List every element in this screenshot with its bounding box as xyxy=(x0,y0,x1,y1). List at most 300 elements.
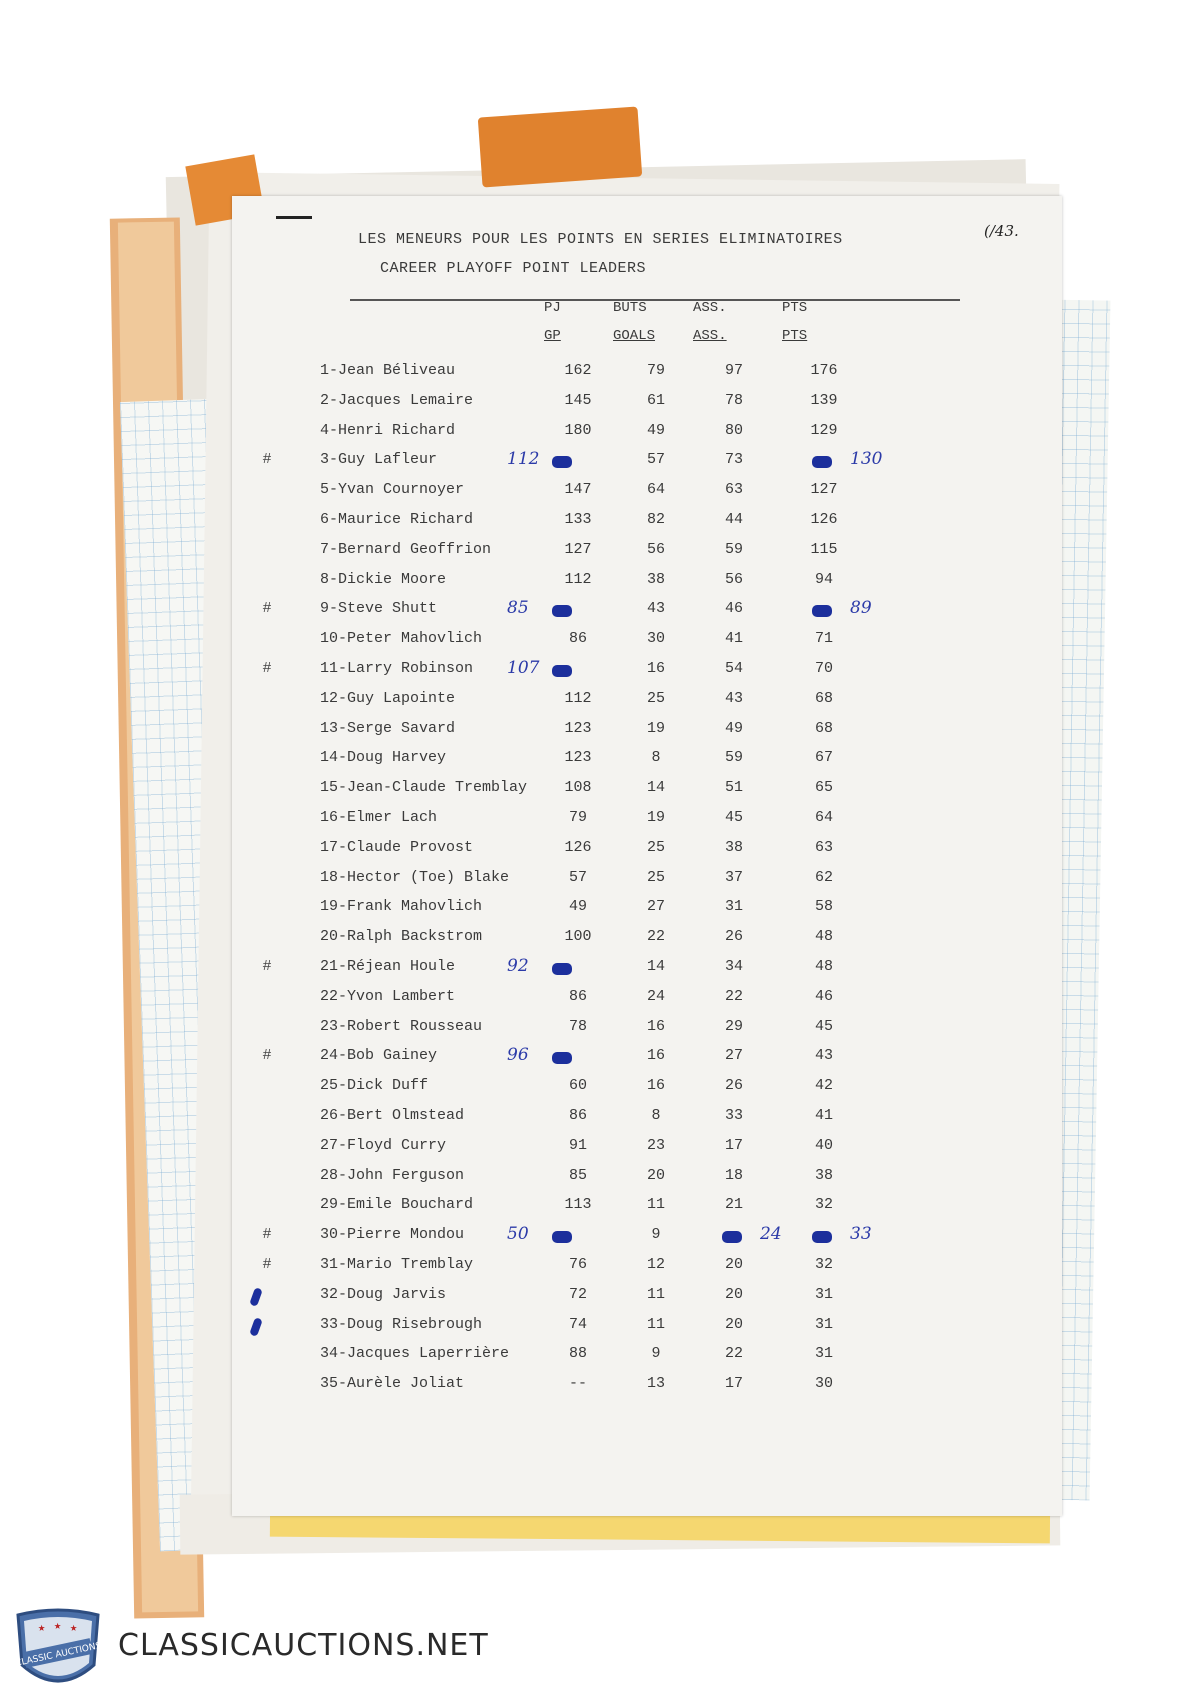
cell-goals: 30 xyxy=(646,630,665,648)
player-name-text: Mario Tremblay xyxy=(347,1256,474,1273)
header-gp: GP xyxy=(544,328,561,344)
cell-assists: 97 xyxy=(724,362,743,379)
rank-separator: - xyxy=(338,1166,348,1184)
rank-separator: - xyxy=(329,540,339,558)
cell-points: 58 xyxy=(814,898,833,916)
table-row xyxy=(232,839,1062,863)
svg-text:★: ★ xyxy=(54,1619,62,1633)
rank-separator: - xyxy=(338,630,348,648)
cell-points: 41 xyxy=(814,1107,833,1124)
cell-assists: 33 xyxy=(724,1107,743,1124)
scribble-mark xyxy=(552,456,572,468)
rank-number: 2 xyxy=(320,391,330,409)
table-row xyxy=(232,1167,1062,1191)
cell-assists: 73 xyxy=(724,451,743,469)
cell-gp: 78 xyxy=(568,1017,587,1035)
cell-gp: 113 xyxy=(564,1196,592,1214)
cell-assists: 80 xyxy=(724,421,743,439)
cell-goals: 25 xyxy=(646,689,665,707)
player-name xyxy=(320,630,482,647)
cell-goals: 16 xyxy=(646,1077,665,1095)
hash-mark: # xyxy=(262,600,272,618)
cell-goals: 8 xyxy=(651,1107,661,1124)
cell-gp: 85 xyxy=(568,1166,587,1184)
handwritten-assists: 24 xyxy=(760,1224,782,1245)
cell-gp: 49 xyxy=(568,898,587,916)
cell-gp: 147 xyxy=(564,481,592,499)
cell-gp: 180 xyxy=(564,421,592,439)
player-name-text: Bob Gainey xyxy=(347,1047,438,1065)
cell-goals: 11 xyxy=(646,1285,665,1303)
cell-gp: 123 xyxy=(564,749,592,767)
cell-points: 31 xyxy=(814,1345,833,1363)
rank-separator: - xyxy=(338,809,348,826)
player-name-text: Hector (Toe) Blake xyxy=(347,868,510,886)
player-name-text: Elmer Lach xyxy=(347,809,438,826)
cell-goals: 14 xyxy=(646,779,665,797)
rank-separator: - xyxy=(338,749,348,767)
cell-goals: 16 xyxy=(646,1047,665,1065)
rank-separator: - xyxy=(338,987,348,1005)
cell-points: 68 xyxy=(814,719,833,737)
cell-assists: 20 xyxy=(724,1315,743,1333)
cell-gp: 123 xyxy=(564,719,592,737)
cell-assists: 56 xyxy=(724,570,743,588)
rank-number: 30 xyxy=(320,1226,339,1244)
table-row xyxy=(232,1107,1062,1131)
pen-dash xyxy=(276,216,312,219)
handwritten-points: 130 xyxy=(850,449,883,470)
cell-assists: 31 xyxy=(724,898,743,916)
table-row xyxy=(232,779,1062,803)
cell-points: 30 xyxy=(814,1375,833,1393)
cell-assists: 44 xyxy=(724,511,743,528)
rank-separator: - xyxy=(338,1017,348,1035)
handwritten-points: 33 xyxy=(850,1224,872,1245)
table-row xyxy=(232,1047,1062,1071)
cell-goals: 19 xyxy=(646,719,665,737)
handwritten-gp: 96 xyxy=(507,1045,529,1066)
player-name xyxy=(320,1107,464,1124)
scribble-mark xyxy=(722,1231,742,1243)
player-name xyxy=(320,1167,464,1184)
cell-goals: 11 xyxy=(646,1196,665,1214)
table-row xyxy=(232,869,1062,893)
cell-gp: 86 xyxy=(568,1107,587,1124)
header-pj: PJ xyxy=(544,300,561,316)
rank-separator: - xyxy=(338,1285,348,1303)
cell-assists: 21 xyxy=(724,1196,743,1214)
cell-assists: 34 xyxy=(724,958,743,975)
rank-separator: - xyxy=(338,689,348,707)
cell-points: 129 xyxy=(810,421,838,439)
rank-number: 19 xyxy=(320,898,339,916)
scribble-mark xyxy=(552,665,572,677)
rank-separator: - xyxy=(329,391,339,409)
table-row xyxy=(232,1375,1062,1399)
cell-gp: 72 xyxy=(568,1285,587,1303)
cell-assists: 22 xyxy=(724,1345,743,1363)
rank-separator: - xyxy=(338,779,348,797)
cell-points: 176 xyxy=(810,362,838,379)
player-name-text: Henri Richard xyxy=(338,421,456,439)
rank-separator: - xyxy=(338,1226,348,1244)
classic-auctions-shield-logo xyxy=(10,1605,106,1697)
cell-goals: 9 xyxy=(651,1345,661,1363)
watermark-site-text: CLASSICAUCTIONS.NET xyxy=(118,1628,489,1663)
player-name xyxy=(320,749,446,766)
table-row xyxy=(232,720,1062,744)
player-name-text: Steve Shutt xyxy=(338,600,438,618)
hash-mark: # xyxy=(262,1226,272,1244)
cell-points: 43 xyxy=(814,1047,833,1065)
player-name xyxy=(320,1226,464,1243)
rank-separator: - xyxy=(329,511,339,528)
rank-number: 16 xyxy=(320,809,339,826)
scribble-mark xyxy=(812,1231,832,1243)
cell-assists: 18 xyxy=(724,1166,743,1184)
rank-number: 24 xyxy=(320,1047,339,1065)
cell-assists: 54 xyxy=(724,660,743,677)
player-name-text: Claude Provost xyxy=(347,838,474,856)
cell-points: 32 xyxy=(814,1256,833,1273)
cell-points: 48 xyxy=(814,958,833,975)
rank-number: 15 xyxy=(320,779,339,797)
cell-goals: 13 xyxy=(646,1375,665,1393)
cell-points: 46 xyxy=(814,987,833,1005)
svg-text:★: ★ xyxy=(38,1621,46,1635)
cell-assists: 59 xyxy=(724,540,743,558)
player-name xyxy=(320,481,464,498)
cell-goals: 9 xyxy=(651,1226,661,1244)
cell-goals: 57 xyxy=(646,451,665,469)
cell-gp: 127 xyxy=(564,540,592,558)
player-name xyxy=(320,898,482,915)
table-row xyxy=(232,809,1062,833)
rank-number: 9 xyxy=(320,600,330,618)
rank-separator: - xyxy=(329,481,339,499)
player-name-text: Jean-Claude Tremblay xyxy=(347,779,528,797)
cell-goals: 11 xyxy=(646,1315,665,1333)
cell-points: 94 xyxy=(814,570,833,588)
player-name xyxy=(320,1286,446,1303)
scribble-mark xyxy=(812,605,832,617)
rank-separator: - xyxy=(329,570,339,588)
player-name xyxy=(320,1375,464,1392)
handwritten-gp: 112 xyxy=(507,449,540,470)
table-row xyxy=(232,1316,1062,1340)
cell-assists: 20 xyxy=(724,1285,743,1303)
cell-goals: 64 xyxy=(646,481,665,499)
cell-gp: 112 xyxy=(564,689,592,707)
handwritten-gp: 107 xyxy=(507,658,540,678)
cell-points: 70 xyxy=(814,660,833,677)
player-name xyxy=(320,571,446,588)
cell-goals: 25 xyxy=(646,838,665,856)
rank-number: 28 xyxy=(320,1166,339,1184)
cell-assists: 27 xyxy=(724,1047,743,1065)
player-name xyxy=(320,779,527,796)
player-name-text: Jacques Lemaire xyxy=(338,391,474,409)
player-name-text: Emile Bouchard xyxy=(347,1196,474,1214)
player-name xyxy=(320,422,455,439)
player-name-text: Pierre Mondou xyxy=(347,1226,465,1244)
pen-bullet-mark xyxy=(249,1317,263,1337)
table-row xyxy=(232,362,1062,386)
cell-assists: 43 xyxy=(724,689,743,707)
cell-goals: 27 xyxy=(646,898,665,916)
cell-goals: 43 xyxy=(646,600,665,618)
player-name xyxy=(320,988,455,1005)
player-name-text: Jean Béliveau xyxy=(338,362,456,379)
handwritten-gp: 85 xyxy=(507,598,529,619)
player-name xyxy=(320,451,437,468)
rank-separator: - xyxy=(338,958,348,975)
cell-gp: 133 xyxy=(564,511,592,528)
rank-separator: - xyxy=(338,928,348,946)
rank-number: 33 xyxy=(320,1315,339,1333)
cell-gp: 57 xyxy=(568,868,587,886)
player-name-text: Floyd Curry xyxy=(347,1136,447,1154)
player-name-text: Dickie Moore xyxy=(338,570,447,588)
cell-points: 127 xyxy=(810,481,838,499)
cell-goals: 56 xyxy=(646,540,665,558)
player-name-text: Guy Lafleur xyxy=(338,451,438,469)
cell-gp: 112 xyxy=(564,570,592,588)
header-ass-en: ASS. xyxy=(693,328,727,344)
cell-points: 31 xyxy=(814,1315,833,1333)
cell-points: 68 xyxy=(814,689,833,707)
cell-goals: 61 xyxy=(646,391,665,409)
player-name xyxy=(320,1345,509,1362)
cell-points: 65 xyxy=(814,779,833,797)
player-name xyxy=(320,1077,428,1094)
cell-goals: 23 xyxy=(646,1136,665,1154)
rank-separator: - xyxy=(329,451,339,469)
player-name xyxy=(320,1256,473,1273)
cell-assists: 46 xyxy=(724,600,743,618)
cell-points: 45 xyxy=(814,1017,833,1035)
rank-separator: - xyxy=(338,1107,348,1124)
hash-mark: # xyxy=(262,660,272,677)
table-row xyxy=(232,1018,1062,1042)
rank-number: 29 xyxy=(320,1196,339,1214)
cell-assists: 41 xyxy=(724,630,743,648)
table-row xyxy=(232,1286,1062,1310)
table-row xyxy=(232,898,1062,922)
header-buts: BUTS xyxy=(613,300,647,316)
header-pts-en: PTS xyxy=(782,328,808,344)
scribble-mark xyxy=(552,963,572,975)
rank-number: 32 xyxy=(320,1285,339,1303)
rank-number: 1 xyxy=(320,362,330,379)
rank-separator: - xyxy=(338,868,348,886)
scribble-mark xyxy=(552,605,572,617)
player-name-text: Bert Olmstead xyxy=(347,1107,465,1124)
table-row xyxy=(232,541,1062,565)
cell-gp: 108 xyxy=(564,779,592,797)
header-ass-fr: ASS. xyxy=(693,300,727,316)
rank-number: 35 xyxy=(320,1375,339,1393)
player-name-text: Doug Risebrough xyxy=(347,1315,483,1333)
player-name-text: Peter Mahovlich xyxy=(347,630,483,648)
handwritten-gp: 50 xyxy=(507,1224,529,1245)
cell-goals: 79 xyxy=(646,362,665,379)
cell-assists: 51 xyxy=(724,779,743,797)
player-name xyxy=(320,541,491,558)
table-row xyxy=(232,630,1062,654)
player-name-text: Aurèle Joliat xyxy=(347,1375,465,1393)
table-row xyxy=(232,1137,1062,1161)
player-name-text: Ralph Backstrom xyxy=(347,928,483,946)
cell-points: 63 xyxy=(814,838,833,856)
player-name xyxy=(320,392,473,409)
cell-gp: 145 xyxy=(564,391,592,409)
cell-points: 48 xyxy=(814,928,833,946)
player-name xyxy=(320,660,473,677)
cell-assists: 22 xyxy=(724,987,743,1005)
cell-assists: 38 xyxy=(724,838,743,856)
player-name xyxy=(320,600,437,617)
cell-gp: 86 xyxy=(568,987,587,1005)
cell-goals: 82 xyxy=(646,511,665,528)
hash-mark: # xyxy=(262,1256,272,1273)
cell-points: 42 xyxy=(814,1077,833,1095)
rank-number: 5 xyxy=(320,481,330,499)
cell-points: 31 xyxy=(814,1285,833,1303)
cell-points: 64 xyxy=(814,809,833,826)
header-goals: GOALS xyxy=(613,328,656,344)
cell-assists: 59 xyxy=(724,749,743,767)
hash-mark: # xyxy=(262,1047,272,1065)
hash-mark: # xyxy=(262,451,272,469)
rank-number: 10 xyxy=(320,630,339,648)
scribble-mark xyxy=(552,1052,572,1064)
cell-assists: 29 xyxy=(724,1017,743,1035)
rank-number: 22 xyxy=(320,987,339,1005)
rank-number: 20 xyxy=(320,928,339,946)
cell-points: 40 xyxy=(814,1136,833,1154)
player-name-text: Yvan Cournoyer xyxy=(338,481,465,499)
cell-points: 62 xyxy=(814,868,833,886)
header-pts-fr: PTS xyxy=(782,300,808,316)
player-name-text: Maurice Richard xyxy=(338,511,474,528)
table-row xyxy=(232,988,1062,1012)
player-name xyxy=(320,1137,446,1154)
table-row xyxy=(232,511,1062,535)
cell-goals: 19 xyxy=(646,809,665,826)
cell-goals: 49 xyxy=(646,421,665,439)
scribble-mark xyxy=(812,456,832,468)
cell-gp: -- xyxy=(568,1375,587,1393)
rank-number: 27 xyxy=(320,1136,339,1154)
player-name-text: Dick Duff xyxy=(347,1077,429,1095)
cell-gp: 88 xyxy=(568,1345,587,1363)
table-row xyxy=(232,422,1062,446)
table-row xyxy=(232,392,1062,416)
rank-number: 4 xyxy=(320,421,330,439)
table-row xyxy=(232,690,1062,714)
player-name xyxy=(320,1196,473,1213)
table-row xyxy=(232,660,1062,684)
cell-goals: 16 xyxy=(646,1017,665,1035)
table-row xyxy=(232,451,1062,475)
table-row xyxy=(232,1077,1062,1101)
cell-gp: 60 xyxy=(568,1077,587,1095)
cell-points: 71 xyxy=(814,630,833,648)
rank-separator: - xyxy=(329,421,339,439)
cell-goals: 38 xyxy=(646,570,665,588)
rank-number: 21 xyxy=(320,958,339,975)
cell-points: 67 xyxy=(814,749,833,767)
rank-separator: - xyxy=(338,838,348,856)
rank-number: 7 xyxy=(320,540,330,558)
table-row xyxy=(232,481,1062,505)
cell-assists: 78 xyxy=(724,391,743,409)
scribble-mark xyxy=(552,1231,572,1243)
logo-lettering: CLASSIC AUCTIONS xyxy=(14,1640,103,1669)
rank-number: 17 xyxy=(320,838,339,856)
rank-separator: - xyxy=(338,1345,348,1363)
title-rule xyxy=(350,299,960,301)
player-name xyxy=(320,690,455,707)
rank-number: 18 xyxy=(320,868,339,886)
player-name xyxy=(320,720,455,737)
cell-goals: 25 xyxy=(646,868,665,886)
rank-separator: - xyxy=(338,1256,348,1273)
cell-assists: 37 xyxy=(724,868,743,886)
cell-points: 115 xyxy=(810,540,838,558)
cell-goals: 14 xyxy=(646,958,665,975)
table-row xyxy=(232,1226,1062,1250)
rank-separator: - xyxy=(329,600,339,618)
rank-number: 13 xyxy=(320,719,339,737)
player-name xyxy=(320,1018,482,1035)
cell-goals: 22 xyxy=(646,928,665,946)
rank-separator: - xyxy=(329,362,339,379)
rank-separator: - xyxy=(338,1196,348,1214)
table-row xyxy=(232,600,1062,624)
player-name xyxy=(320,511,473,528)
cell-points: 126 xyxy=(810,511,838,528)
cell-goals: 24 xyxy=(646,987,665,1005)
cell-goals: 12 xyxy=(646,1256,665,1273)
player-name xyxy=(320,362,455,379)
pen-bullet-mark xyxy=(249,1287,263,1307)
player-name xyxy=(320,839,473,856)
cell-gp: 100 xyxy=(564,928,592,946)
player-name-text: Réjean Houle xyxy=(347,958,456,975)
cell-assists: 26 xyxy=(724,1077,743,1095)
cell-gp: 76 xyxy=(568,1256,587,1273)
rank-number: 3 xyxy=(320,451,330,469)
player-name-text: Robert Rousseau xyxy=(347,1017,483,1035)
rank-number: 14 xyxy=(320,749,339,767)
player-name xyxy=(320,928,482,945)
rank-separator: - xyxy=(338,1077,348,1095)
svg-text:★: ★ xyxy=(70,1621,78,1635)
cell-points: 32 xyxy=(814,1196,833,1214)
rank-separator: - xyxy=(338,898,348,916)
rank-number: 25 xyxy=(320,1077,339,1095)
cell-goals: 20 xyxy=(646,1166,665,1184)
player-name-text: John Ferguson xyxy=(347,1166,465,1184)
cell-gp: 162 xyxy=(564,362,592,379)
handwritten-gp: 92 xyxy=(507,956,529,976)
hash-mark: # xyxy=(262,958,272,975)
player-name-text: Yvon Lambert xyxy=(347,987,456,1005)
typed-sheet xyxy=(232,196,1062,1516)
